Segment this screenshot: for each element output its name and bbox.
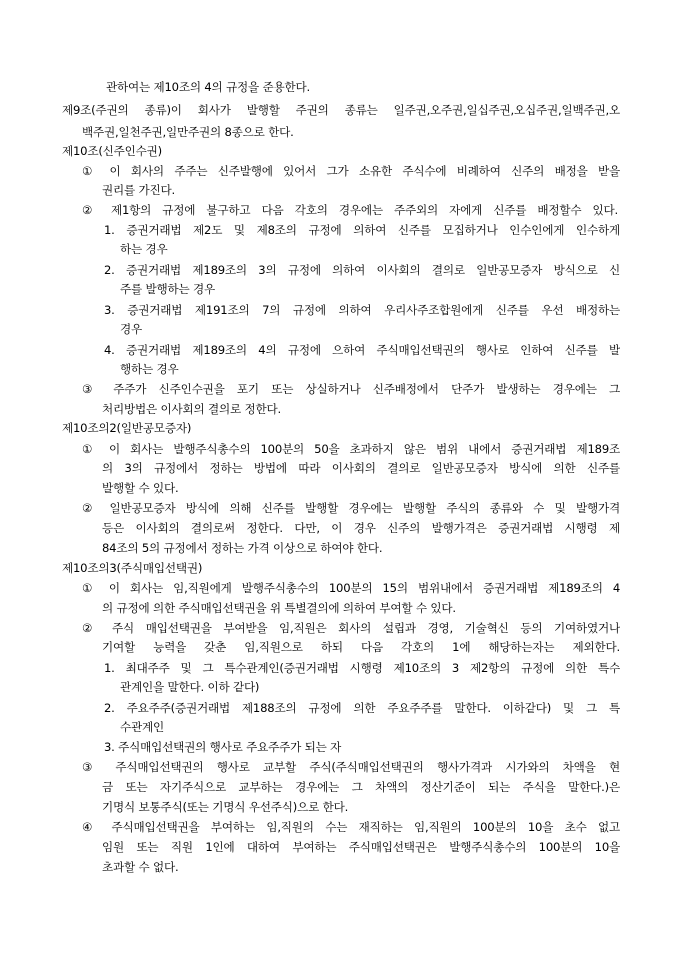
paragraph-line: ② 일반공모증자 방식에 의해 신주를 발행할 경우에는 발행할 주식의 종류와 수 및 발행가격 [82, 501, 620, 515]
list-item-line: 2. 주요주주(증권거래법 제188조의 규정에 의한 주요주주를 말한다. 이하같다) 및 그 특 [104, 701, 620, 715]
text-line: 발행할 수 있다. [102, 481, 179, 495]
paragraph-line: ③ 주주가 신주인수권을 포기 또는 상실하거나 신주배정에서 단주가 발생하는 경우에는 그 [82, 382, 620, 396]
paragraph-line: ② 주식 매입선택권을 부여받을 임,직원은 회사의 설립과 경영, 기술혁신 등의 기여하였거나 [82, 621, 620, 635]
text-line: 84조의 5의 규정에서 정하는 가격 이상으로 하여야 한다. [102, 541, 383, 555]
text-line: 기명식 보통주식(또는 기명식 우선주식)으로 한다. [102, 800, 349, 814]
paragraph-line: 의 3의 규정에서 정하는 방법에 따라 이사회의 결의로 일반공모증자 방식에 의한 신주를 [102, 461, 620, 475]
article-heading: 제10조의3(주식매입선택권) [62, 561, 203, 575]
text-line: 경우 [120, 322, 142, 336]
paragraph-line: ① 이 회사는 임,직원에게 발행주식총수의 100분의 15의 범위내에서 증권거래법 제189조의 4 [82, 581, 620, 595]
text-line: 수관계인 [120, 720, 164, 734]
list-item-line: 3. 주식매입선택권의 행사로 주요주주가 되는 자 [104, 740, 342, 754]
paragraph-line: ④ 주식매입선택권을 부여하는 임,직원의 수는 재직하는 임,직원의 100분의 10을 초수 없고 [82, 820, 620, 834]
paragraph-line: ① 이 회사는 발행주식총수의 100분의 50을 초과하지 않은 범위 내에서 증권거래법 제189조 [82, 442, 620, 456]
text-line: 초과할 수 없다. [102, 860, 179, 874]
text-line: 백주권,일천주권,일만주권의 8종으로 한다. [82, 125, 294, 139]
list-item-line: 4. 증권거래법 제189조의 4의 규정에 으하여 주식매입선택권의 행사로 인하여 신주를 발 [104, 343, 620, 357]
text-line: 권리를 가진다. [102, 183, 175, 197]
paragraph-line: ① 이 회사의 주주는 신주발행에 있어서 그가 소유한 주식수에 비례하여 신주의 배정을 받을 [82, 164, 620, 178]
article-heading: 제10조(신주인수권) [62, 144, 162, 158]
paragraph-line: 등은 이사회의 결의로써 정한다. 다만, 이 경우 신주의 발행가격은 증권거래법 시행령 제 [102, 521, 620, 535]
article-heading: 제10조의2(일반공모증자) [62, 421, 192, 435]
text-line: 관계인을 말한다. 이하 같다) [120, 680, 260, 694]
text-line: 하는 경우 [120, 242, 168, 256]
list-item-line: 1. 증권거래법 제2도 및 제8조의 규정에 의하여 신주를 모집하거나 인수인에게 인수하게 [104, 223, 620, 237]
article-heading: 제9조(주권의 종류)이 회사가 발행할 주권의 종류는 일주권,오주권,일십주권,오십주권,일백주권,오 [62, 103, 620, 117]
list-item-line: 2. 증권거래법 제189조의 3의 규정에 의하여 이사회의 결의로 일반공모증자 방식으로 신 [104, 263, 620, 277]
text-line: 주를 발행하는 경우 [120, 282, 215, 296]
text-line: 행하는 경우 [120, 362, 179, 376]
paragraph-line: 임원 또는 직원 1인에 대하여 부여하는 주식매입선택권은 발행주식총수의 100분의 10을 [102, 840, 620, 854]
list-item-line: 3. 증권거래법 제191조의 7의 규정에 의하여 우리사주조합원에게 신주를 우선 배정하는 [104, 303, 620, 317]
paragraph-line: 금 또는 자기주식으로 교부하는 경우에는 그 차액의 정산기준이 되는 주식을 말한다.)은 [102, 780, 620, 794]
paragraph-line: ② 제1항의 규정에 불구하고 다음 각호의 경우에는 주주외의 자에게 신주를 배정할수 있다. [82, 203, 618, 217]
text-line: 관하여는 제10조의 4의 규정을 준용한다. [106, 80, 310, 94]
paragraph-line: 기여할 능력을 갖춘 임,직원으로 하되 다음 각호의 1에 해당하는자는 제외한다. [102, 640, 620, 654]
paragraph-line: ③ 주식매입선택권의 행사로 교부할 주식(주식매입선택권의 행사가격과 시가와의 차액을 현 [82, 760, 620, 774]
list-item-line: 1. 최대주주 및 그 특수관계인(증권거래법 시행령 제10조의 3 제2항의 규정에 의한 특수 [104, 661, 620, 675]
text-line: 의 규정에 의한 주식매입선택권을 위 특별결의에 의하여 부여할 수 있다. [102, 601, 456, 615]
text-line: 처리방법은 이사회의 결의로 정한다. [102, 402, 281, 416]
